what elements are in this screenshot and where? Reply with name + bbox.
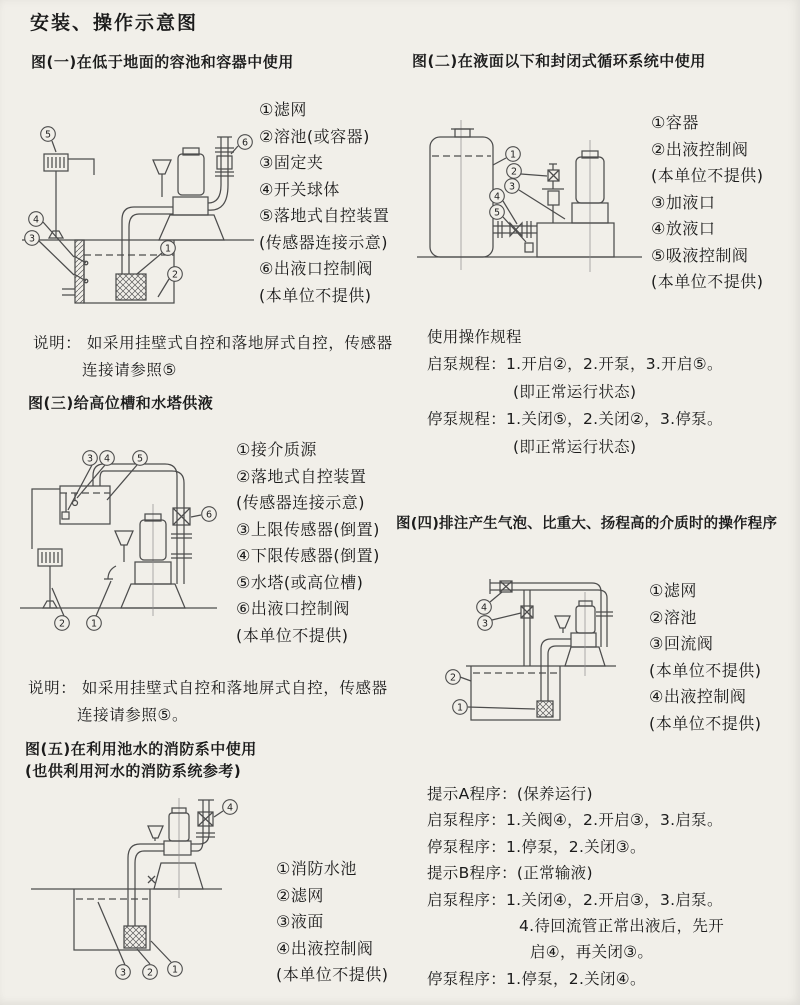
pump-base	[537, 223, 614, 257]
priming-funnel-icon	[148, 826, 163, 841]
label: ②溶池(或容器)	[259, 126, 370, 146]
fig5-diagram	[22, 786, 277, 1004]
elevated-tank	[60, 486, 110, 524]
label: ②出液控制阀	[651, 139, 749, 159]
tips-line: 启④，再关闭③。	[530, 943, 654, 962]
label: ②落地式自控装置	[236, 466, 367, 486]
label: ③加液口	[651, 192, 716, 212]
label: ③回流阀	[649, 634, 714, 653]
tips-line: 启泵程序：1.关阀④，2.开启③，3.启泵。	[427, 811, 723, 830]
pump-head	[164, 841, 191, 855]
svg-text:1: 1	[456, 702, 464, 714]
svg-text:2: 2	[449, 672, 457, 684]
pit-hatched-wall	[75, 240, 84, 303]
svg-text:4: 4	[493, 191, 501, 203]
fig3-callouts	[52, 451, 216, 631]
label: ⑥出液口控制阀	[236, 599, 350, 618]
fig1-note-line2: 连接请参照⑤	[82, 361, 177, 379]
return-pipe	[524, 590, 530, 666]
fig4-title: 图(四)排注产生气泡、比重大、扬程高的介质时的操作程序	[396, 516, 778, 532]
svg-text:3: 3	[86, 453, 94, 465]
tips-line: 提示B程序：(正常输液)	[427, 864, 593, 883]
svg-text:1: 1	[164, 243, 172, 255]
priming-funnel-icon	[115, 531, 133, 562]
label: ②溶池	[649, 607, 697, 627]
fig1-drawing	[22, 137, 254, 303]
label: ④放液口	[651, 219, 716, 238]
svg-text:4: 4	[480, 602, 488, 614]
fig1-title: 图(一)在低于地面的容池和容器中使用	[31, 53, 294, 71]
priming-funnel-icon	[153, 160, 171, 197]
label: ⑤吸液控制阀	[651, 245, 749, 265]
fig3-labels	[236, 437, 380, 649]
tips-line: 4.待回流管正常出液后，先开	[519, 917, 724, 936]
label: ①滤网	[259, 100, 307, 119]
svg-text:1: 1	[509, 149, 517, 161]
fig1-diagram	[18, 90, 258, 320]
drain-port	[525, 243, 533, 252]
page-title: 安装、操作示意图	[30, 12, 199, 34]
fig5-drawing	[31, 798, 222, 950]
fig4-diagram	[438, 554, 653, 759]
fig5-title-line1: 图(五)在利用池水的消防系中使用	[25, 740, 257, 758]
fig5-labels	[276, 856, 389, 989]
svg-text:3: 3	[119, 967, 127, 979]
svg-text:2: 2	[146, 967, 154, 979]
fig1-note-line1: 说明： 如采用挂壁式自控和落地屏式自控，传感器	[33, 334, 393, 352]
svg-text:5: 5	[493, 207, 501, 219]
tips-line: 停泵程序：1.停泵，2.关闭④。	[427, 969, 646, 988]
svg-text:3: 3	[481, 618, 489, 630]
fig3-diagram	[12, 436, 232, 671]
tips-line: 停泵程序：1.停泵，2.关闭③。	[427, 837, 646, 856]
fig3-note-line1: 说明： 如采用挂壁式自控和落地屏式自控，传感器	[28, 679, 388, 697]
inlet-stub	[104, 566, 116, 579]
fig2-diagram	[415, 112, 645, 320]
svg-text:2: 2	[58, 618, 66, 630]
label: (本单位不提供)	[649, 713, 762, 733]
fig2-title: 图(二)在液面以下和封闭式循环系统中使用	[412, 52, 706, 70]
svg-text:5: 5	[44, 129, 52, 141]
ops-line: 启泵规程：1.开启②，2.开泵，3.开启⑤。	[427, 355, 723, 374]
label: ⑤落地式自控装置	[259, 206, 390, 225]
sensor-cable	[68, 159, 94, 175]
svg-text:5: 5	[136, 453, 144, 465]
label: ③液面	[276, 912, 324, 931]
label: ④开关球体	[259, 179, 340, 199]
svg-text:2: 2	[510, 166, 518, 178]
sensor-cable	[32, 489, 60, 549]
ops-heading: 使用操作规程	[427, 328, 522, 346]
discharge-valve-icon	[217, 156, 232, 169]
operating-procedure	[427, 324, 723, 461]
svg-text:2: 2	[171, 269, 179, 281]
svg-text:1: 1	[171, 964, 179, 976]
label: ③上限传感器(倒置)	[236, 519, 380, 539]
ops-line: (即正常运行状态)	[513, 437, 637, 456]
label: ④出液控制阀	[276, 938, 374, 958]
fig2-labels	[651, 110, 764, 296]
drain-cock	[148, 876, 155, 883]
motor	[178, 154, 204, 195]
pump-pedestal	[154, 863, 203, 889]
label: ②滤网	[276, 885, 324, 905]
fig3-note-line2: 连接请参照⑤。	[77, 706, 189, 724]
fig5-title-line2: (也供利用河水的消防系统参考)	[25, 762, 242, 780]
tips-procedure	[427, 781, 724, 992]
label: ⑥出液口控制阀	[259, 259, 373, 278]
discharge-elbow	[208, 185, 228, 210]
label: ①消防水池	[276, 859, 357, 878]
tank	[430, 137, 493, 257]
label: ③固定夹	[259, 153, 324, 172]
motor	[576, 606, 595, 633]
label: (本单位不提供)	[649, 660, 762, 680]
label: ④出液控制阀	[649, 687, 747, 706]
svg-text:6: 6	[205, 509, 213, 521]
tips-line: 提示A程序：(保养运行)	[427, 785, 593, 803]
label: ①滤网	[649, 581, 697, 600]
pump-pedestal	[159, 215, 224, 240]
strainer-icon	[124, 926, 146, 948]
suction-pipe	[128, 844, 164, 926]
lower-sensor	[62, 512, 69, 519]
label: (本单位不提供)	[259, 285, 372, 305]
label: ④下限传感器(倒置)	[236, 546, 380, 565]
label: ⑤水塔(或高位槽)	[236, 572, 364, 592]
strainer-icon	[116, 274, 146, 300]
fig4-labels	[649, 578, 762, 737]
label: (本单位不提供)	[651, 272, 764, 291]
ops-line: 停泵规程：1.关闭⑤，2.关闭②，3.停泵。	[427, 410, 723, 429]
fig1-labels	[259, 97, 389, 309]
svg-text:1: 1	[90, 618, 98, 630]
fig4-drawing	[466, 579, 616, 720]
suction-valve-icon	[510, 223, 522, 236]
svg-text:3: 3	[508, 181, 516, 193]
suction-pipe	[541, 639, 571, 701]
label: ①接介质源	[236, 440, 317, 459]
label: (传感器连接示意)	[259, 232, 388, 252]
pump-head	[571, 633, 596, 647]
fig3-title: 图(三)给高位槽和水塔供液	[28, 394, 214, 412]
svg-text:4: 4	[103, 453, 111, 465]
strainer-icon	[537, 701, 553, 717]
label: (本单位不提供)	[236, 625, 349, 645]
label: (本单位不提供)	[276, 965, 389, 984]
pump-head	[173, 197, 208, 215]
svg-text:3: 3	[28, 233, 36, 245]
svg-text:4: 4	[32, 214, 40, 226]
svg-text:6: 6	[241, 137, 249, 149]
label: (传感器连接示意)	[236, 493, 365, 512]
tips-line: 启泵程序：1.关闭④，2.开启③，3.启泵。	[427, 890, 723, 909]
label: (本单位不提供)	[651, 166, 764, 185]
ops-line: (即正常运行状态)	[513, 382, 637, 401]
label: ①容器	[651, 113, 699, 132]
svg-text:4: 4	[226, 802, 234, 814]
priming-funnel-icon	[555, 616, 570, 633]
